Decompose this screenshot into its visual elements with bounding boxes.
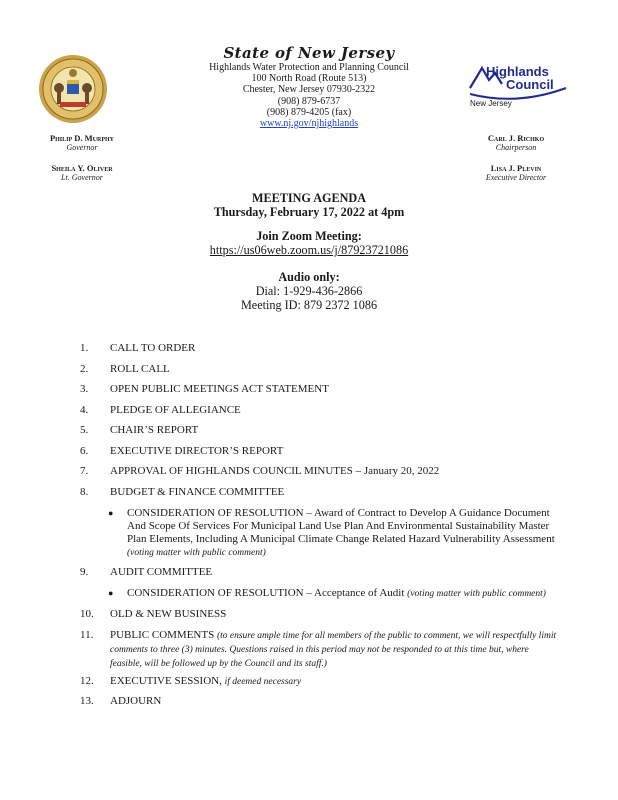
fax-number: (908) 879-4205 (fax) bbox=[266, 106, 352, 118]
agenda-item bbox=[80, 608, 560, 621]
item-number: 3. bbox=[80, 383, 89, 395]
logo-text-highlands: Highlands bbox=[486, 64, 549, 79]
governor-title: Governor bbox=[66, 143, 98, 152]
agenda-sub-item bbox=[80, 587, 560, 601]
address-line-2: Chester, New Jersey 07930-2322 bbox=[242, 84, 376, 96]
sub-item-text: CONSIDERATION OF RESOLUTION – Award of Contract to Develop A Guidance Document And Scope Of Services For Municipal Land Use Plan And Environmental Sustainability Master Plan Elements, Including A Municipal Climate Change Related Hazard Vulnerability Assessment bbox=[127, 507, 555, 545]
highlands-council-logo bbox=[462, 58, 572, 110]
item-text: OPEN PUBLIC MEETINGS ACT STATEMENT bbox=[110, 383, 329, 395]
agenda-item bbox=[80, 404, 560, 417]
item-text: BUDGET & FINANCE COMMITTEE bbox=[110, 486, 285, 498]
item-text: OLD & NEW BUSINESS bbox=[110, 608, 227, 620]
executive-director-title: Executive Director bbox=[485, 173, 547, 182]
sub-item-note: (voting matter with public comment) bbox=[127, 548, 266, 558]
state-title: State of New Jersey bbox=[223, 44, 395, 62]
item-number: 10. bbox=[80, 608, 94, 620]
zoom-heading: Join Zoom Meeting: bbox=[256, 229, 362, 243]
item-number: 7. bbox=[80, 465, 89, 477]
meeting-id: Meeting ID: 879 2372 1086 bbox=[240, 298, 378, 312]
bullet-icon: ● bbox=[108, 588, 114, 598]
sub-item-note: (voting matter with public comment) bbox=[407, 589, 546, 599]
item-text: PLEDGE OF ALLEGIANCE bbox=[110, 403, 241, 416]
agenda-sub-item bbox=[80, 507, 560, 560]
agenda-item bbox=[80, 424, 560, 437]
audio-heading: Audio only: bbox=[278, 270, 340, 284]
new-jersey-state-seal bbox=[38, 54, 108, 124]
item-number: 8. bbox=[80, 486, 89, 498]
agenda-item bbox=[80, 465, 560, 478]
lt-governor-title: Lt. Governor bbox=[61, 173, 103, 182]
item-text: EXECUTIVE DIRECTOR’S REPORT bbox=[110, 444, 284, 457]
item-text: APPROVAL OF HIGHLANDS COUNCIL MINUTES – January 20, 2022 bbox=[110, 465, 440, 477]
lt-governor-name: Sheila Y. Oliver bbox=[51, 163, 113, 173]
item-text: ADJOURN bbox=[110, 695, 162, 707]
item-note: if deemed necessary bbox=[224, 677, 302, 687]
logo-text-council: Council bbox=[506, 77, 554, 92]
item-text: AUDIT COMMITTEE bbox=[110, 566, 213, 578]
item-text: EXECUTIVE SESSION, bbox=[110, 675, 225, 687]
executive-director-block bbox=[474, 163, 558, 183]
item-number: 13. bbox=[80, 695, 94, 707]
chairperson-block bbox=[474, 133, 558, 153]
item-number: 6. bbox=[80, 444, 89, 457]
item-number: 9. bbox=[80, 566, 89, 578]
agenda-item bbox=[80, 675, 560, 689]
item-text: CHAIR’S REPORT bbox=[110, 424, 199, 436]
agenda-item bbox=[80, 342, 560, 355]
agenda-item bbox=[80, 566, 560, 579]
bullet-icon: ● bbox=[108, 508, 114, 518]
agenda-item bbox=[80, 695, 560, 708]
lt-governor-block bbox=[44, 163, 120, 183]
agenda-item bbox=[80, 486, 560, 499]
agenda-item bbox=[80, 445, 560, 458]
executive-director-name: Lisa J. Plevin bbox=[490, 163, 542, 173]
governor-block bbox=[44, 133, 120, 153]
address-line-1: 100 North Road (Route 513) bbox=[251, 73, 367, 85]
website-link[interactable]: www.nj.gov/njhighlands bbox=[259, 118, 359, 130]
item-number: 11. bbox=[80, 629, 94, 641]
zoom-meeting-link[interactable]: https://us06web.zoom.us/j/87923721086 bbox=[209, 243, 409, 257]
sub-item-text: CONSIDERATION OF RESOLUTION – Acceptance of Audit bbox=[127, 587, 408, 599]
dial-number: Dial: 1-929-436-2866 bbox=[255, 284, 363, 298]
item-text: PUBLIC COMMENTS bbox=[110, 629, 217, 641]
agenda-item bbox=[80, 629, 560, 671]
item-number: 12. bbox=[80, 675, 94, 687]
agency-name: Highlands Water Protection and Planning Council bbox=[209, 62, 409, 73]
item-text: ROLL CALL bbox=[110, 362, 170, 375]
item-note: (to ensure ample time for all members of the public to comment, we will respectfully limit comments to three (3) minutes. Questions raised in this period may not be responded to at this time but, where feasible, will be followed up by the Council and its staff.) bbox=[110, 631, 557, 669]
governor-name: Philip D. Murphy bbox=[49, 133, 115, 143]
agenda-title: MEETING AGENDA bbox=[251, 191, 367, 205]
logo-text-new-jersey: New Jersey bbox=[470, 99, 512, 108]
phone-number: (908) 879-6737 bbox=[277, 95, 341, 107]
item-number: 1. bbox=[80, 342, 89, 354]
agenda-item bbox=[80, 363, 560, 376]
item-text: CALL TO ORDER bbox=[110, 342, 196, 354]
chairperson-name: Carl J. Richko bbox=[487, 133, 545, 143]
item-number: 2. bbox=[80, 362, 89, 375]
meeting-date: Thursday, February 17, 2022 at 4pm bbox=[213, 205, 405, 219]
item-number: 4. bbox=[80, 403, 89, 416]
chairperson-title: Chairperson bbox=[495, 143, 537, 152]
agenda-item bbox=[80, 383, 560, 396]
item-number: 5. bbox=[80, 424, 89, 436]
